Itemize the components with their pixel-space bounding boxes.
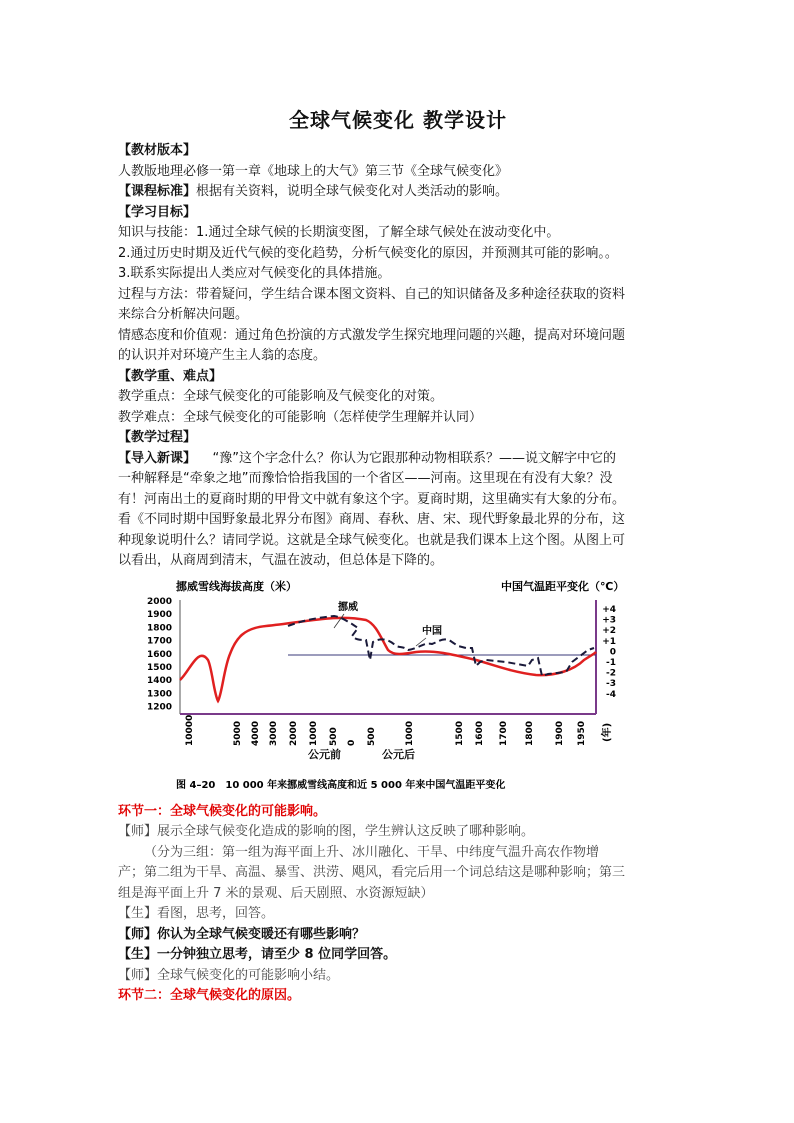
teacher-question: 你认为全球气候变暖还有哪些影响？ bbox=[157, 926, 366, 942]
x-tick-label: 1700 bbox=[499, 720, 509, 746]
textbook-line: 人教版地理必修一第一章《地球上的大气》第三节《全球气候变化》 bbox=[118, 163, 509, 179]
left-tick-label: 1300 bbox=[146, 688, 172, 699]
chart-right-title: 中国气温距平变化（℃） bbox=[501, 579, 625, 593]
goal-5b: 的认识并对环境产生主人翁的态度。 bbox=[118, 348, 327, 363]
right-tick-label: -4 bbox=[606, 689, 616, 700]
teacher-tag-3: 【师】 bbox=[118, 967, 158, 983]
right-tick-label: -2 bbox=[606, 668, 616, 679]
goal-3: 3.联系实际提出人类应对气候变化的具体措施。 bbox=[118, 266, 391, 281]
teacher-tag-1: 【师】 bbox=[118, 824, 158, 839]
right-tick-label: +4 bbox=[602, 604, 616, 615]
student-task: 一分钟独立思考，请至少 8 位同学回答。 bbox=[157, 947, 397, 962]
goal-4b: 来综合分析解决问题。 bbox=[118, 307, 249, 322]
chart-left-title: 挪威雪线海拔高度（米） bbox=[176, 579, 297, 593]
series-china-line bbox=[288, 616, 594, 676]
right-tick-label: 0 bbox=[609, 646, 616, 657]
intro-line-3: 有！河南出土的夏商时期的甲骨文中就有象这个字。夏商时期，这里确实有大象的分布。 bbox=[118, 491, 626, 507]
left-tick-label: 1900 bbox=[146, 609, 172, 620]
x-tick-label: 1900 bbox=[555, 720, 565, 746]
difficult-point: 教学难点：全球气候变化的可能影响（怎样使学生理解并认同） bbox=[118, 409, 483, 425]
intro-line-4: 看《不同时期中国野象最北界分布图》商周、春秋、唐、宋、现代野象最北界的分布，这 bbox=[118, 512, 626, 527]
x-tick-label: 3000 bbox=[269, 720, 279, 746]
x-tick-label: 1950 bbox=[577, 720, 587, 746]
era-bc-label: 公元前 bbox=[308, 747, 341, 761]
goal-2: 2.通过历史时期及近代气候的变化趋势，分析气候变化的原因，并预测其可能的影响。。 bbox=[118, 245, 618, 261]
x-tick-label: 500 bbox=[329, 726, 339, 746]
document-title: 全球气候变化 教学设计 bbox=[289, 108, 507, 132]
intro-line-1: “豫”这个字念什么？你认为它跟那种动物相联系？——说文解字中它的 bbox=[212, 450, 617, 466]
left-tick-label: 1700 bbox=[146, 636, 172, 647]
standard-text: 根据有关资料，说明全球气候变化对人类活动的影响。 bbox=[196, 184, 509, 199]
right-tick-label: -1 bbox=[606, 657, 616, 668]
intro-line-2: 一种解释是“牵象之地”而豫恰恰指我国的一个省区——河南。这里现在有没有大象？没 bbox=[118, 471, 613, 486]
teacher-tag-2: 【师】 bbox=[118, 926, 158, 942]
x-tick-label: 1000 bbox=[405, 720, 415, 746]
goal-4a: 过程与方法：带着疑问，学生结合课本图文资料、自己的知识储备及多种途径获取的资料 bbox=[118, 286, 626, 302]
link-2-heading: 环节二：全球气候变化的原因。 bbox=[118, 988, 301, 1003]
figure-caption: 图 4–20 10 000 年来挪威雪线高度和近 5 000 年来中国气温距平变化 bbox=[176, 779, 506, 791]
student-tag-2: 【生】 bbox=[118, 947, 158, 962]
left-tick-label: 1800 bbox=[146, 622, 172, 633]
goals-heading: 【学习目标】 bbox=[118, 204, 197, 220]
intro-line-5: 种现象说明什么？请同学说。这就是全球气候变化。也就是我们课本上这个图。从图上可 bbox=[118, 532, 626, 548]
x-tick-label: 1800 bbox=[525, 720, 535, 746]
x-tick-label: 1500 bbox=[455, 720, 465, 746]
key-point: 教学重点：全球气候变化的可能影响及气候变化的对策。 bbox=[118, 389, 444, 404]
groups-line-1: （分为三组：第一组为海平面上升、冰川融化、干旱、中纬度气温升高农作物增 bbox=[144, 844, 600, 860]
student-tag-1: 【生】 bbox=[118, 906, 158, 921]
x-tick-label: 10000 bbox=[185, 714, 195, 746]
left-tick-label: 1500 bbox=[146, 662, 172, 673]
x-tick-label: 2000 bbox=[289, 720, 299, 746]
left-tick-label: 1200 bbox=[146, 702, 172, 713]
groups-line-3: 组是海平面上升 7 米的景观、后天剧照、水资源短缺） bbox=[118, 885, 434, 901]
goal-1: 知识与技能：1.通过全球气候的长期演变图，了解全球气候处在波动变化中。 bbox=[118, 225, 560, 240]
right-tick-labels bbox=[602, 605, 616, 700]
teacher-summary: 全球气候变化的可能影响小结。 bbox=[157, 967, 340, 983]
right-tick-label: +1 bbox=[602, 636, 616, 647]
left-tick-label: 1400 bbox=[146, 675, 172, 686]
x-tick-label: 1000 bbox=[309, 720, 319, 746]
textbook-heading: 【教材版本】 bbox=[118, 143, 197, 158]
groups-line-2: 产；第二组为干旱、高温、暴雪、洪涝、飓风，看完后用一个词总结这是哪种影响；第三 bbox=[118, 865, 626, 880]
left-tick-label: 1600 bbox=[146, 649, 172, 660]
left-tick-labels bbox=[147, 597, 172, 713]
process-heading: 【教学过程】 bbox=[118, 430, 197, 445]
climate-figure bbox=[146, 576, 654, 798]
standard-heading: 【课程标准】 bbox=[118, 184, 197, 199]
document-page bbox=[118, 104, 678, 1007]
norway-label: 挪威 bbox=[338, 601, 358, 613]
x-tick-label: 4000 bbox=[251, 720, 261, 746]
goal-5a: 情感态度和价值观：通过角色扮演的方式激发学生探究地理问题的兴趣，提高对环境问题 bbox=[118, 327, 626, 343]
left-tick-label: 2000 bbox=[146, 596, 172, 607]
x-tick-label: 5000 bbox=[233, 720, 243, 746]
x-unit-label: (年) bbox=[602, 722, 613, 742]
key-heading: 【教学重、难点】 bbox=[118, 368, 223, 384]
student-text-1: 看图，思考，回答。 bbox=[157, 906, 275, 921]
era-ad-label: 公元后 bbox=[382, 747, 415, 761]
right-tick-label: +3 bbox=[602, 615, 616, 626]
right-tick-label: +2 bbox=[602, 625, 616, 636]
x-tick-label: 1600 bbox=[475, 720, 485, 746]
china-label: 中国 bbox=[422, 625, 442, 637]
link-1-heading: 环节一：全球气候变化的可能影响。 bbox=[118, 803, 327, 819]
intro-heading: 【导入新课】 bbox=[118, 450, 197, 466]
teacher-text-1: 展示全球气候变化造成的影响的图，学生辨认这反映了哪种影响。 bbox=[157, 824, 535, 839]
climate-chart bbox=[146, 576, 654, 798]
right-tick-label: -3 bbox=[606, 678, 616, 689]
x-tick-labels bbox=[185, 714, 587, 745]
intro-line-6: 以看出，从商周到清末，气温在波动，但总体是下降的。 bbox=[118, 553, 444, 568]
x-tick-label: 500 bbox=[367, 726, 377, 746]
x-tick-label: 0 bbox=[347, 739, 357, 746]
